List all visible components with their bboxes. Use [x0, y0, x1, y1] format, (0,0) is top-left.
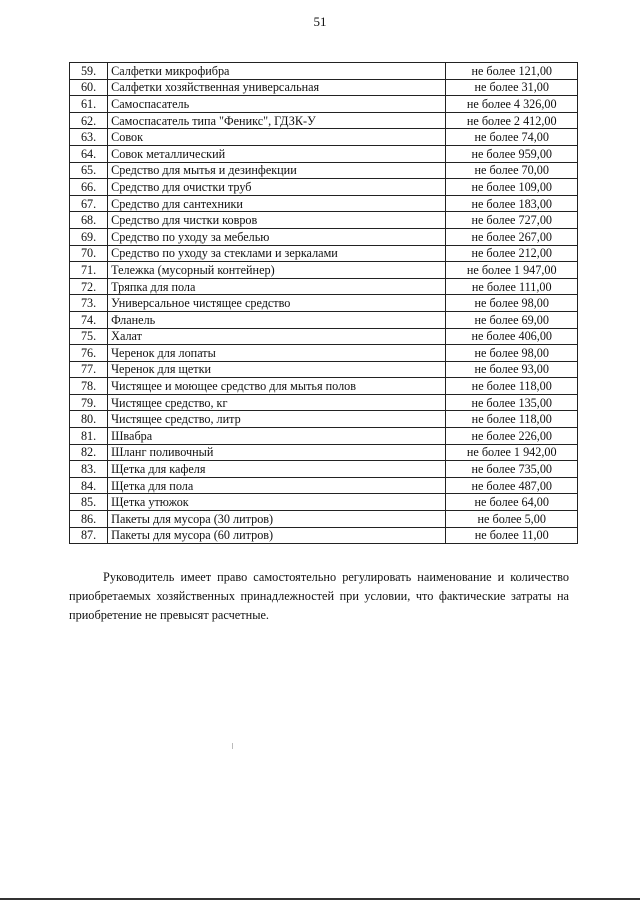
item-name: Самоспасатель	[108, 96, 446, 113]
item-name: Черенок для щетки	[108, 361, 446, 378]
item-price: не более 135,00	[446, 394, 578, 411]
page-bottom-edge	[0, 898, 640, 900]
item-price: не более 74,00	[446, 129, 578, 146]
table-row	[70, 378, 578, 395]
item-name: Швабра	[108, 428, 446, 445]
item-price: не более 98,00	[446, 345, 578, 362]
row-number: 63.	[70, 129, 108, 146]
item-name: Щетка утюжок	[108, 494, 446, 511]
item-name: Пакеты для мусора (30 литров)	[108, 511, 446, 528]
item-price: не более 5,00	[446, 511, 578, 528]
item-price: не более 735,00	[446, 461, 578, 478]
table-row	[70, 295, 578, 312]
item-price: не более 70,00	[446, 162, 578, 179]
item-name: Средство по уходу за мебелью	[108, 228, 446, 245]
item-price: не более 1 942,00	[446, 444, 578, 461]
item-name: Самоспасатель типа "Феникс", ГДЗК-У	[108, 112, 446, 129]
item-name: Средство для чистки ковров	[108, 212, 446, 229]
item-name: Щетка для кафеля	[108, 461, 446, 478]
item-name: Салфетки микрофибра	[108, 63, 446, 80]
table-row	[70, 361, 578, 378]
item-price: не более 183,00	[446, 195, 578, 212]
item-price: не более 267,00	[446, 228, 578, 245]
table-row	[70, 527, 578, 544]
row-number: 67.	[70, 195, 108, 212]
item-price: не более 93,00	[446, 361, 578, 378]
table-row	[70, 162, 578, 179]
table-row	[70, 262, 578, 279]
row-number: 66.	[70, 179, 108, 196]
table-row	[70, 494, 578, 511]
item-name: Фланель	[108, 311, 446, 328]
item-name: Пакеты для мусора (60 литров)	[108, 527, 446, 544]
item-price: не более 4 326,00	[446, 96, 578, 113]
row-number: 64.	[70, 145, 108, 162]
row-number: 83.	[70, 461, 108, 478]
table-row	[70, 311, 578, 328]
item-name: Средство по уходу за стеклами и зеркалами	[108, 245, 446, 262]
note-paragraph	[69, 568, 569, 625]
table-row	[70, 328, 578, 345]
item-price: не более 31,00	[446, 79, 578, 96]
row-number: 71.	[70, 262, 108, 279]
table-row	[70, 345, 578, 362]
item-name: Средство для сантехники	[108, 195, 446, 212]
row-number: 84.	[70, 477, 108, 494]
row-number: 80.	[70, 411, 108, 428]
item-price: не более 69,00	[446, 311, 578, 328]
item-price: не более 109,00	[446, 179, 578, 196]
table-row	[70, 461, 578, 478]
item-name: Чистящее средство, кг	[108, 394, 446, 411]
item-price: не более 2 412,00	[446, 112, 578, 129]
item-name: Совок металлический	[108, 145, 446, 162]
table-row	[70, 245, 578, 262]
table-row	[70, 428, 578, 445]
row-number: 82.	[70, 444, 108, 461]
item-name: Халат	[108, 328, 446, 345]
table-row	[70, 411, 578, 428]
row-number: 62.	[70, 112, 108, 129]
item-price: не более 118,00	[446, 411, 578, 428]
table-row	[70, 112, 578, 129]
item-name: Черенок для лопаты	[108, 345, 446, 362]
item-name: Тележка (мусорный контейнер)	[108, 262, 446, 279]
table-row	[70, 278, 578, 295]
item-name: Универсальное чистящее средство	[108, 295, 446, 312]
row-number: 59.	[70, 63, 108, 80]
item-price: не более 1 947,00	[446, 262, 578, 279]
row-number: 65.	[70, 162, 108, 179]
item-name: Щетка для пола	[108, 477, 446, 494]
table-row	[70, 394, 578, 411]
table-row	[70, 96, 578, 113]
item-price: не более 98,00	[446, 295, 578, 312]
item-price: не более 121,00	[446, 63, 578, 80]
row-number: 61.	[70, 96, 108, 113]
table-row	[70, 145, 578, 162]
item-price: не более 111,00	[446, 278, 578, 295]
table-row	[70, 195, 578, 212]
table-row	[70, 511, 578, 528]
item-price: не более 64,00	[446, 494, 578, 511]
note-text: Руководитель имеет право самостоятельно регулировать наименование и количество приобретаемых хозяйственных принадлежностей при условии, что фактические затраты на приобретение не превысят расчетные.	[69, 570, 569, 622]
row-number: 78.	[70, 378, 108, 395]
row-number: 70.	[70, 245, 108, 262]
row-number: 76.	[70, 345, 108, 362]
table-row	[70, 477, 578, 494]
table-row	[70, 228, 578, 245]
item-name: Средство для очистки труб	[108, 179, 446, 196]
item-name: Салфетки хозяйственная универсальная	[108, 79, 446, 96]
row-number: 85.	[70, 494, 108, 511]
items-table-body	[70, 63, 578, 544]
table-row	[70, 63, 578, 80]
row-number: 72.	[70, 278, 108, 295]
row-number: 75.	[70, 328, 108, 345]
row-number: 74.	[70, 311, 108, 328]
item-name: Тряпка для пола	[108, 278, 446, 295]
row-number: 68.	[70, 212, 108, 229]
table-row	[70, 444, 578, 461]
item-price: не более 11,00	[446, 527, 578, 544]
item-name: Чистящее и моющее средство для мытья полов	[108, 378, 446, 395]
page-number: 51	[313, 14, 327, 29]
row-number: 73.	[70, 295, 108, 312]
scan-speck	[232, 743, 233, 749]
item-name: Чистящее средство, литр	[108, 411, 446, 428]
item-price: не более 727,00	[446, 212, 578, 229]
row-number: 60.	[70, 79, 108, 96]
row-number: 69.	[70, 228, 108, 245]
item-price: не более 226,00	[446, 428, 578, 445]
item-name: Шланг поливочный	[108, 444, 446, 461]
item-price: не более 487,00	[446, 477, 578, 494]
row-number: 79.	[70, 394, 108, 411]
row-number: 86.	[70, 511, 108, 528]
item-name: Совок	[108, 129, 446, 146]
row-number: 81.	[70, 428, 108, 445]
items-table	[69, 62, 578, 544]
item-price: не более 118,00	[446, 378, 578, 395]
table-row	[70, 179, 578, 196]
item-price: не более 212,00	[446, 245, 578, 262]
table-row	[70, 129, 578, 146]
item-price: не более 959,00	[446, 145, 578, 162]
table-row	[70, 212, 578, 229]
item-name: Средство для мытья и дезинфекции	[108, 162, 446, 179]
row-number: 87.	[70, 527, 108, 544]
row-number: 77.	[70, 361, 108, 378]
table-row	[70, 79, 578, 96]
item-price: не более 406,00	[446, 328, 578, 345]
